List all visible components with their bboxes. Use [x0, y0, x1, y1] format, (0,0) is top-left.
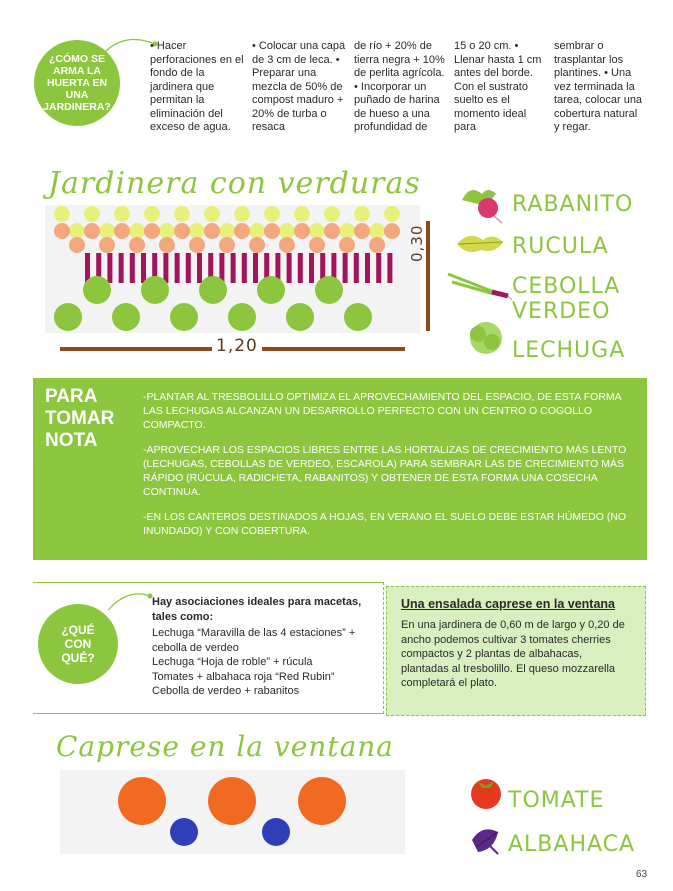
radish-plant: [144, 223, 160, 239]
lettuce-plant: [199, 276, 227, 304]
arugula-plant: [174, 206, 190, 222]
intro-column-3-text: de río + 20% de tierra negra + 10% de perlita agrícola. • Incorporar un puñado de harina de hueso a una profundidad de: [354, 40, 445, 133]
legend-lechuga: LECHUGA: [512, 338, 626, 363]
width-label: 1,20: [212, 336, 262, 356]
caprese-box-body: En una jardinera de 0,60 m de largo y 0,20 de ancho podemos cultivar 3 tomates cherries compactos y 2 plantas de albahacas, plantadas al tresbolillo. El queso mozzarella completará el plato.: [401, 619, 625, 689]
lettuce-plant: [228, 303, 256, 331]
arugula-plant: [99, 223, 115, 239]
radish-plant: [129, 237, 145, 253]
arugula-plant: [54, 206, 70, 222]
radish-icon: [456, 180, 506, 225]
radish-plant: [69, 237, 85, 253]
green-onion-plant: [376, 253, 381, 283]
radish-plant: [84, 223, 100, 239]
intro-column-3: [354, 40, 449, 135]
note-item: -EN LOS CANTEROS DESTINADOS A HOJAS, EN VERANO EL SUELO DEBE ESTAR HÚMEDO (NO INUNDADO) Y CON COBERTURA.: [143, 511, 627, 537]
basil-icon: [468, 822, 504, 858]
caprese-box: [386, 586, 646, 716]
radish-plant: [264, 223, 280, 239]
lettuce-plant: [286, 303, 314, 331]
intro-column-5: [554, 40, 644, 135]
lettuce-plant: [141, 276, 169, 304]
note-item: -PLANTAR AL TRESBOLILLO OPTIMIZA EL APROVECHAMIENTO DEL ESPACIO, DE ESTA FORMA LAS LECHUGAS ALCANZAN UN DESARROLLO PERFECTO CON UN CENTRO O COGOLLO COMPACTO.: [143, 391, 622, 431]
green-onion-plant: [354, 253, 359, 283]
green-onion-plant: [387, 253, 392, 283]
radish-plant: [384, 223, 400, 239]
lettuce-plant: [344, 303, 372, 331]
green-onion-plant: [365, 253, 370, 283]
arugula-plant: [159, 223, 175, 239]
arugula-plant: [264, 206, 280, 222]
arugula-plant: [279, 223, 295, 239]
arugula-plant: [84, 206, 100, 222]
green-onion-plant: [298, 253, 303, 283]
green-onion-plant: [119, 253, 124, 283]
arugula-plant: [294, 206, 310, 222]
legend-rucula: RUCULA: [512, 234, 609, 259]
legend-albahaca: ALBAHACA: [508, 832, 636, 857]
arugula-plant: [324, 206, 340, 222]
arugula-plant: [384, 206, 400, 222]
intro-column-1-text: • Hacer perforaciones en el fondo de la jardinera que permitan la eliminación del exceso de agua.: [150, 40, 244, 133]
combo-item: Lechuga “Hoja de roble” + rúcula: [152, 656, 313, 668]
caprese-title: Caprese en la ventana: [56, 730, 394, 763]
caprese-box-title: Una ensalada caprese en la ventana: [401, 597, 615, 611]
legend-cebolla-verdeo: CEBOLLA VERDEO: [512, 274, 621, 324]
arugula-plant: [129, 223, 145, 239]
green-onion-plant: [107, 253, 112, 283]
green-onion-plant: [242, 253, 247, 283]
arugula-plant: [249, 223, 265, 239]
tomato-plant: [208, 777, 256, 825]
lettuce-plant: [83, 276, 111, 304]
radish-plant: [369, 237, 385, 253]
radish-plant: [234, 223, 250, 239]
radish-plant: [339, 237, 355, 253]
lettuce-plant: [315, 276, 343, 304]
note-text: [143, 390, 638, 549]
combo-item: Cebolla de verdeo + rabanitos: [152, 685, 300, 697]
arugula-plant: [234, 206, 250, 222]
arugula-plant: [204, 206, 220, 222]
intro-column-4: [454, 40, 549, 135]
lettuce-plant: [54, 303, 82, 331]
intro-column-2-text: • Colocar una capa de 3 cm de leca. • Preparar una mezcla de 50% de compost maduro + 20% de turba o resaca: [252, 40, 346, 133]
intro-column-1: [150, 40, 245, 135]
height-ruler: [426, 221, 430, 331]
basil-plant: [170, 818, 198, 846]
combo-item: Tomates + albahaca roja “Red Rubin”: [152, 670, 335, 683]
arugula-plant: [309, 223, 325, 239]
radish-plant: [249, 237, 265, 253]
radish-plant: [189, 237, 205, 253]
radish-plant: [99, 237, 115, 253]
green-onion-plant: [130, 253, 135, 283]
arugula-plant: [219, 223, 235, 239]
radish-plant: [324, 223, 340, 239]
radish-plant: [219, 237, 235, 253]
lettuce-plant: [112, 303, 140, 331]
green-onion-plant: [231, 253, 236, 283]
height-label: 0,30: [408, 224, 426, 262]
arugula-plant: [144, 206, 160, 222]
radish-plant: [54, 223, 70, 239]
intro-column-4-text: 15 o 20 cm. • Llenar hasta 1 cm antes del borde. Con el sustrato suelto es el momento ideal para: [454, 40, 542, 133]
green-onion-plant: [141, 253, 146, 283]
intro-column-2: [252, 40, 347, 135]
green-onion-plant: [163, 253, 168, 283]
basil-plant: [262, 818, 290, 846]
arugula-plant: [69, 223, 85, 239]
caprese-diagram: [60, 770, 410, 860]
green-onion-plant: [253, 253, 258, 283]
combo-connector: [104, 586, 154, 616]
note-item: -APROVECHAR LOS ESPACIOS LIBRES ENTRE LAS HORTALIZAS DE CRECIMIENTO MÁS LENTO (LECHUGAS, CEBOLLAS DE VERDEO, ESCAROLA) PARA SEMBRAR LAS DE CRECIMIENTO MÁS RÁPIDO (RÚCULA, RADICHETA, RABANITOS) Y OBTENER DE ESTA FORMA UNA COSECHA CONTINUA.: [143, 444, 627, 498]
lettuce-plant: [170, 303, 198, 331]
note-box: [33, 378, 647, 560]
combo-item: Lechuga “Maravilla de las 4 estaciones” + cebolla de verdeo: [152, 627, 356, 654]
arugula-plant: [354, 206, 370, 222]
combo-list: [152, 595, 382, 699]
radish-plant: [309, 237, 325, 253]
arugula-plant: [114, 206, 130, 222]
combo-badge-text: ¿QUÉ CON QUÉ?: [61, 623, 95, 665]
radish-plant: [354, 223, 370, 239]
combo-intro: Hay asociaciones ideales para macetas, tales como:: [152, 596, 362, 623]
arugula-plant: [189, 223, 205, 239]
page-number: 63: [636, 869, 648, 880]
green-onion-plant: [309, 253, 314, 283]
lettuce-plant: [257, 276, 285, 304]
legend-tomate: TOMATE: [508, 788, 605, 813]
green-onion-plant: [343, 253, 348, 283]
arugula-plant: [369, 223, 385, 239]
legend-rabanito: RABANITO: [512, 192, 634, 217]
radish-plant: [294, 223, 310, 239]
intro-badge-text: ¿CÓMO SE ARMA LA HUERTA EN UNA JARDINERA?: [43, 53, 111, 113]
green-onion-plant: [186, 253, 191, 283]
intro-column-5-text: sembrar o trasplantar los plantines. • Una vez terminada la tarea, colocar una cobertura natural y regar.: [554, 40, 643, 133]
green-onion-plant: [287, 253, 292, 283]
combo-badge: [38, 604, 118, 684]
radish-plant: [174, 223, 190, 239]
green-onion-plant: [175, 253, 180, 283]
planter-title: Jardinera con verduras: [48, 166, 421, 201]
green-onion-icon: [446, 266, 512, 306]
radish-plant: [204, 223, 220, 239]
green-onion-plant: [197, 253, 202, 283]
radish-plant: [159, 237, 175, 253]
note-heading: PARA TOMAR NOTA: [45, 386, 115, 451]
tomato-icon: [466, 772, 506, 812]
radish-plant: [279, 237, 295, 253]
tomato-plant: [118, 777, 166, 825]
radish-plant: [114, 223, 130, 239]
tomato-plant: [298, 777, 346, 825]
arugula-icon: [455, 228, 507, 258]
arugula-plant: [339, 223, 355, 239]
lettuce-icon: [462, 318, 510, 358]
